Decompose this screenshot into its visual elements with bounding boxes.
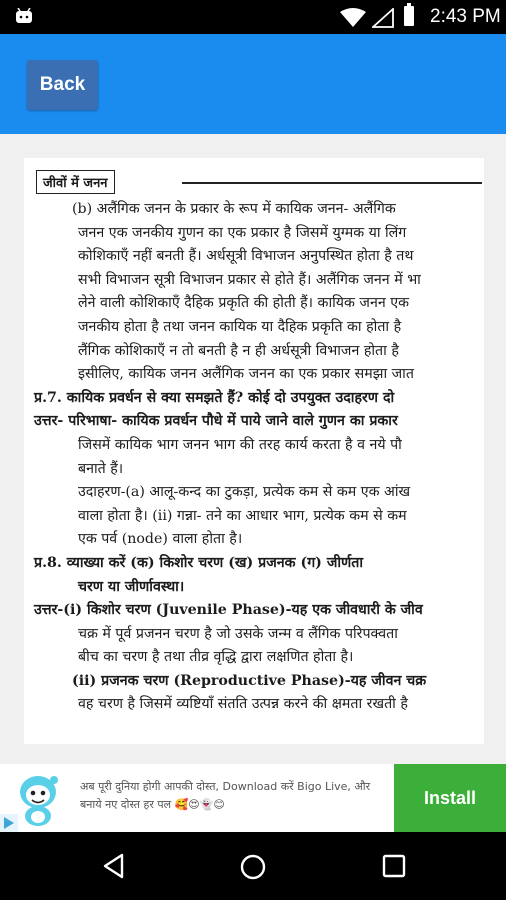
text-line: वह चरण है जिसमें व्यष्टियाँ संतति उत्पन्न करने की क्षमता रखती है bbox=[78, 696, 408, 713]
wifi-icon bbox=[340, 8, 366, 28]
status-bar bbox=[0, 0, 506, 34]
status-time: 2:43 PM bbox=[430, 6, 501, 27]
ad-banner[interactable] bbox=[0, 764, 506, 832]
answer-7-start: उत्तर- परिभाषा- कायिक प्रवर्धन पौधे में पाये जाने वाले गुणन का प्रकार bbox=[34, 413, 398, 430]
text-line: जिसमें कायिक भाग जनन भाग की तरह कार्य करता है व नये पौ bbox=[78, 436, 402, 453]
page-heading: जीवों में जनन bbox=[36, 170, 115, 194]
text-line: एक पर्व (node) वाला होता है। bbox=[78, 531, 243, 548]
question-8: प्र.8. व्याख्या करें (क) किशोर चरण (ख) प्रजनक (ग) जीर्णता bbox=[34, 554, 364, 571]
text-line: लैंगिक कोशिकाएँ न तो बनती है न ही अर्धसूत्री विभाजन होता है bbox=[78, 342, 399, 359]
app-bar bbox=[0, 34, 506, 134]
text-line: जनकीय होता है तथा जनन कायिक या दैहिक प्रकृति का होता है bbox=[78, 318, 402, 335]
text-line: (ii) प्रजनक चरण (Reproductive Phase)-यह जीवन चक्र bbox=[72, 672, 427, 689]
text-line: लेने वाली कोशिकाएँ दैहिक प्रकृति की होती हैं। कायिक जनन एक bbox=[78, 295, 409, 312]
text-line: (b) अलैंगिक जनन के प्रकार के रूप में कायिक जनन- अलैंगिक bbox=[72, 201, 396, 217]
text-line: बनाते हैं। bbox=[78, 460, 124, 477]
nav-recent-apps-icon[interactable] bbox=[382, 854, 406, 878]
text-line: सभी विभाजन सूत्री विभाजन प्रकार से होते हैं। अलैंगिक जनन में भा bbox=[78, 271, 421, 288]
text-line: जनन एक जनकीय गुणन का एक प्रकार है जिसमें युग्मक या लिंग bbox=[78, 224, 407, 241]
battery-icon bbox=[404, 6, 414, 26]
question-7: प्र.7. कायिक प्रवर्धन से क्या समझते हैं? कोई दो उपयुक्त उदाहरण दो bbox=[34, 389, 395, 406]
heading-underline bbox=[182, 182, 482, 184]
text-line: चक्र में पूर्व प्रजनन चरण है जो उसके जन्म व लैंगिक परिपक्वता bbox=[78, 625, 398, 642]
navigation-bar bbox=[0, 832, 506, 900]
document-page-image bbox=[24, 158, 484, 744]
signal-icon bbox=[372, 8, 394, 28]
nav-back-icon[interactable] bbox=[100, 852, 128, 880]
install-button[interactable]: Install bbox=[394, 764, 506, 832]
answer-8-start: उत्तर-(i) किशोर चरण (Juvenile Phase)-यह एक जीवधारी के जीव bbox=[34, 602, 423, 619]
page-text bbox=[34, 198, 484, 717]
text-line: बीच का चरण है तथा तीव्र वृद्धि द्वारा लक्षणित होता है। bbox=[78, 649, 354, 666]
text-line: उदाहरण-(a) आलू-कन्द का टुकड़ा, प्रत्येक कम से कम एक आंख bbox=[78, 484, 411, 501]
question-8-cont: चरण या जीर्णावस्था। bbox=[78, 578, 185, 595]
nav-home-icon[interactable] bbox=[238, 852, 268, 882]
adchoices-icon[interactable] bbox=[0, 814, 18, 832]
text-line: इसीलिए, कायिक जनन अलैंगिक जनन का एक प्रकार समझा जात bbox=[78, 366, 414, 383]
back-button[interactable]: Back bbox=[27, 60, 98, 110]
text-line: वाला होता है। (ii) गन्ना- तने का आधार भाग, प्रत्येक कम से कम bbox=[78, 507, 407, 524]
ad-text[interactable]: अब पूरी दुनिया होगी आपकी दोस्त, Download करें Bigo Live, और बनाये नए दोस्त हर पल 🥰😍👻😊 bbox=[80, 780, 371, 811]
text-line: कोशिकाएँ नहीं बनती हैं। अर्धसूत्री विभाजन अनुपस्थित होता है तथ bbox=[78, 248, 414, 265]
android-notification-icon bbox=[14, 8, 34, 24]
bigo-mascot-icon bbox=[10, 768, 66, 828]
